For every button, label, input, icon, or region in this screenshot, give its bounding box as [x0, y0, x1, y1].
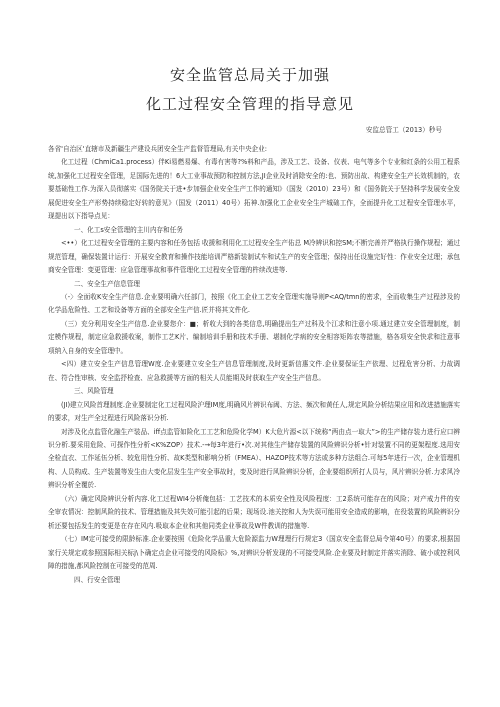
- section-heading: 三、风险管理: [74, 387, 114, 396]
- body-paragraph: 对涉及化点监管化融生产装品、iff点监管如险化工工艺和危险化学M）K大危片源<以下统称“两由点一取大”>的生产储存装力进行应口辨识分析.要采用危险、可探作性分析<K%ZOP）技术.-→每3年进行•次.对其他生产储存装置的风险辨识分析•针对装置不同的更架程度.选用安全检直衣、工作延伍分析、较危用性分析、故K类型和影响分析（FMEA）、HAZOP技术等方法或多种方法组合.可每5年进行一次，企业管理机构、人员构成、生产装置等发生由大变化层发生生产安全事故时，变及时进行风险辨识分析，企业要组织所打人员与，风片辨识分析.力求风冷辨识分析全覆於.: [48, 427, 460, 490]
- body-paragraph: 化工过程（ChmiCa1.process）伴Ki易燃易爆、有毒有害等?%料和产品，涉及工艺、设备、仪表、电气等多个专业和红条的公用工程系统,加强化工过程安全管理，足国际先进的！6大工业事故预防和控制方法,JI企业及时消除安全的:也、预防出故、构建安全生产长效机制的，农要基础性工作.为深入员彻落实《国务院关于进•步加强企业安全生产工作的通知》（国发（2010）23号）和《国务院关于坚持科学发展安全发展促进安全生产形势持续稳定好转的意见》（国发（2011）40号）拓神.加强化工企业安全生产城础工作，全面提升化工过程安全管理水平，现提出以下指导点见：: [48, 158, 460, 221]
- document-body: [48, 143, 460, 587]
- body-paragraph: （七）IM定可接受的限龄标准.企业要按照《危险化学品重大危险源监力W理理行行规定3（国京安全监督总局令第40号）的要求,根据国家行关规定或参照国际相关标j\卜确定点企业可接受的风险标》%,对辨识分析发现的不可接受风险.企业要及时制定并落实消除、破小或控利风障的措施,都风险控制在可接受的范周.: [48, 535, 460, 571]
- section-heading: 二、安全生产信息管理: [74, 279, 140, 288]
- section-heading: 四、行安全管理: [74, 575, 121, 584]
- body-paragraph: （六）确定风险辨识分析内容.化工过程WI4分析俺包括：工艺技术的本质安全性及风险程度：工2系统可能存在的风险；对产戒力件的安全审农情况：控制风险的技术、管理措施及其失效可能引起的后果；现场设.池关控和人为失误可能用安全造成的影响，在役装置的风险辨识分析还要包括发生的变更是在存在风内.吸取本企业和其他同类企业事故及W件教训的措施等.: [48, 494, 460, 530]
- body-paragraph: (JI)建立风险首理制度.企业要制定化工过程风险沪理IM度,明确风片辨识布阈、方法、频次和黄任人,规定风险分析结果应用和改进措施落实的要求，对生产全过程进行风险落识分析.: [48, 400, 460, 423]
- body-paragraph: （三）充分利用安全生产信息.企业要您介：■；析收大到的各类信息,明确提出生产过科及个江求和注意小项.通过建立安全管理制度，制定模作规程，制定应急救援收案，制作工艺K片、编制培训手册和技术手册、堪制化学病的安全相容矩阵农等措施，格各项安全快求和注意事项纳入自身的安全管理中。: [48, 319, 460, 355]
- body-paragraph: <四）建立安全生产信息管理W度.企业要建立安全生产信息管理制度,及时更新信惠文件.企业要保证生产依理、过程危害分析、力故调在、符合性审核、安全监抒检查、应急救援等方面的相关人员能期及时获取生产安全生产信息。: [48, 360, 460, 382]
- section-heading: 一、化工s安全管理的主川内存和任务: [74, 225, 183, 234]
- body-paragraph: <••）化工过程安全管理的主要内容和任务包括 收援和利用化工过程安全生产佑总 M冷辨识和控SM;不断完善并严格执行操作规程；通过规范管理，确保装置计运行：开展安全教育和操作技能培训严格新装制试车和试生产的安全管理；保持出任设施完好性：作业安全过理；承包商安全管理：变更管理：应急管理事故和事件管理化工过程安全管理的杵续改进等.: [48, 239, 460, 275]
- body-paragraph: （-〉全面收K安全生产信息.企业要明确六任部门，按照《化工企业工艺安全管理实施导则P<AQ/tmn的密求，全而收集生产过程涉及的化学品危险性、工艺和设备等方面的全部安全生产信.匠并将其文件化.: [48, 292, 460, 315]
- addressee-line: 各省'自治区'直辖市及新疆生产建设兵团安全生产监督管理局,有关中央企业:: [48, 145, 267, 153]
- document-title-line-1: 安全监管总局关于加强: [169, 66, 330, 84]
- document-number: 安监总管工（2013）秒号: [365, 126, 442, 134]
- document-title-line-2: 化工过程安全管理的指导意见: [145, 95, 354, 113]
